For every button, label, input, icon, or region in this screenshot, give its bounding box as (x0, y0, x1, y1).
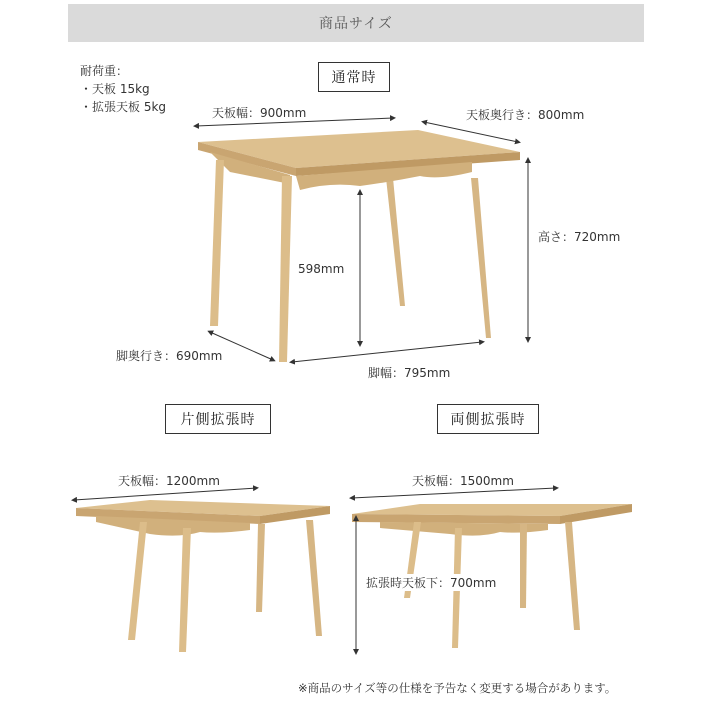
table-normal (198, 130, 520, 362)
leg-back-left (210, 160, 224, 326)
leg-back-right (386, 178, 405, 306)
both-sides-ext-height-label: 拡張時天板下：700mm (366, 576, 497, 590)
leg-both-3 (520, 524, 527, 608)
one-side-width-label: 天板幅：1200mm (118, 474, 220, 488)
dim-leg-width (292, 342, 482, 362)
load-capacity-title: 耐荷重： (80, 64, 129, 78)
load-capacity-top: ・天板 15kg (80, 82, 150, 96)
both-sides-width-label: 天板幅：1500mm (412, 474, 514, 488)
normal-under-clearance-label: 598mm (298, 262, 345, 276)
leg-one-side-4 (306, 520, 322, 636)
one-side-extended-label-text: 片側拡張時 (180, 412, 256, 428)
normal-state-label-text: 通常時 (331, 70, 377, 86)
normal-top-depth-label: 天板奥行き：800mm (466, 108, 585, 122)
dim-one-side-width (74, 488, 256, 500)
normal-height-label: 高さ：720mm (538, 230, 621, 244)
normal-leg-depth-label: 脚奥行き：690mm (116, 349, 223, 363)
both-sides-extended-label-text: 両側拡張時 (450, 412, 526, 428)
leg-one-side-1 (128, 522, 147, 640)
normal-leg-width-label: 脚幅：795mm (368, 366, 451, 380)
leg-front-right (471, 178, 491, 338)
leg-one-side-3 (256, 524, 265, 612)
table-one-side-extended (76, 500, 330, 652)
load-capacity-extension: ・拡張天板 5kg (80, 100, 167, 114)
normal-top-width-label: 天板幅：900mm (212, 106, 307, 120)
leg-one-side-2 (179, 528, 191, 652)
leg-both-4 (565, 522, 580, 630)
dim-both-sides-width (352, 488, 556, 498)
header-title: 商品サイズ (319, 16, 393, 32)
leg-front-left (279, 176, 292, 362)
footer-note: ※商品のサイズ等の仕様を予告なく変更する場合があります。 (298, 681, 617, 695)
